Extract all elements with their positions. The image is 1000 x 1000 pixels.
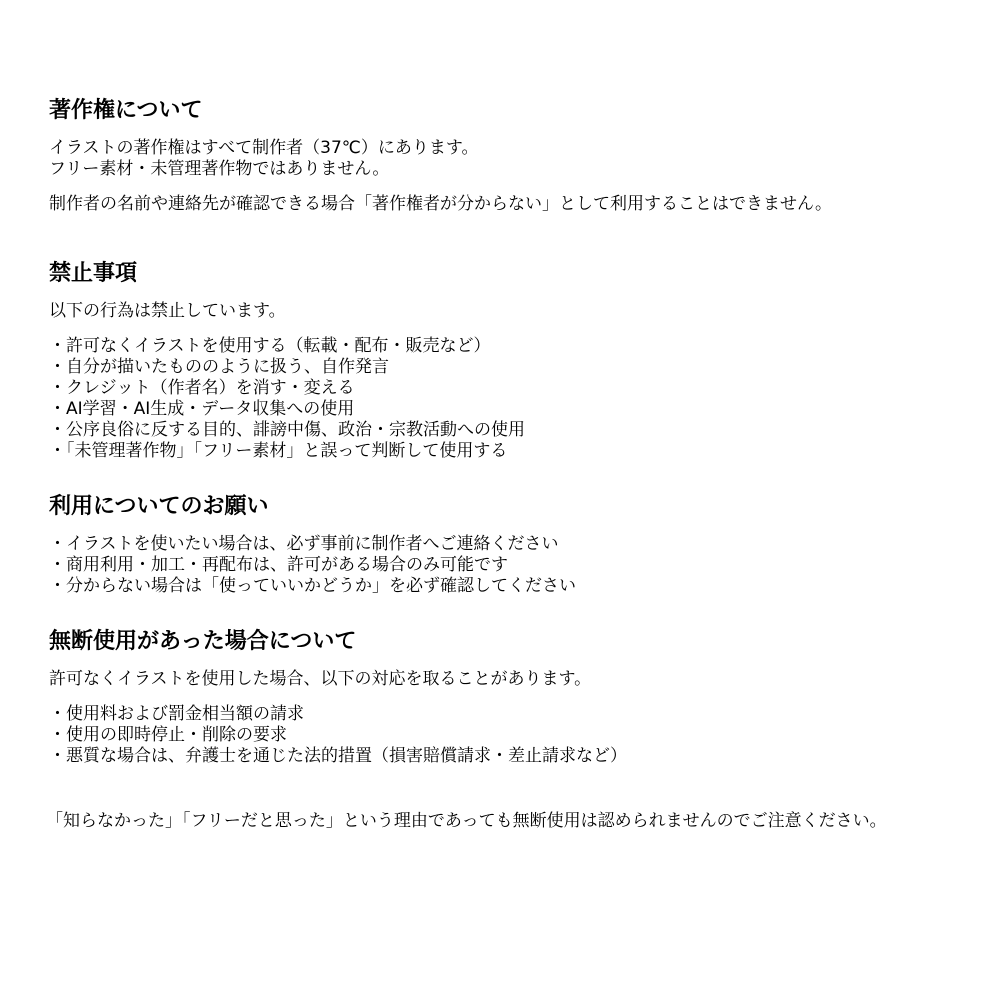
section-heading-prohibited: 禁止事項 (49, 261, 138, 286)
list-item: ・ 自分が描いたもののように扱う、自作発言 (49, 357, 979, 378)
copyright-line-1: イラストの著作権はすべて制作者（37℃）にあります。 (49, 138, 479, 158)
document (46, 96, 979, 832)
unauthorized-list (49, 704, 979, 767)
section-heading-unauthorized: 無断使用があった場合について (49, 629, 357, 654)
list-item: ・ 悪質な場合は、弁護士を通じた法的措置（損害賠償請求・差止請求など） (49, 746, 979, 767)
list-item: ・ 「未管理著作物」「フリー素材」と誤って判断して使用する (49, 441, 979, 462)
section-heading-copyright: 著作権について (49, 98, 203, 123)
list-item: ・ イラストを使いたい場合は、必ず事前に制作者へご連絡ください (49, 534, 979, 555)
prohibited-intro: 以下の行為は禁止しています。 (49, 301, 286, 321)
list-item: ・ 使用の即時停止・削除の要求 (49, 725, 979, 746)
usage-list (49, 534, 979, 597)
list-item: ・ 許可なくイラストを使用する（転載・配布・販売など） (49, 336, 979, 357)
list-item: ・ 商用利用・加工・再配布は、許可がある場合のみ可能です (49, 555, 979, 576)
list-item: ・ 分からない場合は「使っていいかどうか」を必ず確認してください (49, 576, 979, 597)
closing-note: 「知らなかった」「フリーだと思った」という理由であっても無断使用は認められませんのでご注意ください。 (46, 811, 887, 831)
list-item: ・ 使用料および罰金相当額の請求 (49, 704, 979, 725)
unauthorized-intro: 許可なくイラストを使用した場合、以下の対応を取ることがあります。 (49, 669, 592, 689)
list-item: ・ AI学習・AI生成・データ収集への使用 (49, 399, 979, 420)
list-item: ・ 公序良俗に反する目的、誹謗中傷、政治・宗教活動への使用 (49, 420, 979, 441)
section-heading-usage: 利用についてのお願い (49, 494, 269, 519)
copyright-note: 制作者の名前や連絡先が確認できる場合「著作権者が分からない」として利用することはできません。 (49, 194, 833, 214)
list-item: ・ クレジット（作者名）を消す・変える (49, 378, 979, 399)
prohibited-list (49, 336, 979, 462)
copyright-line-2: フリー素材・未管理著作物ではありません。 (49, 159, 390, 179)
